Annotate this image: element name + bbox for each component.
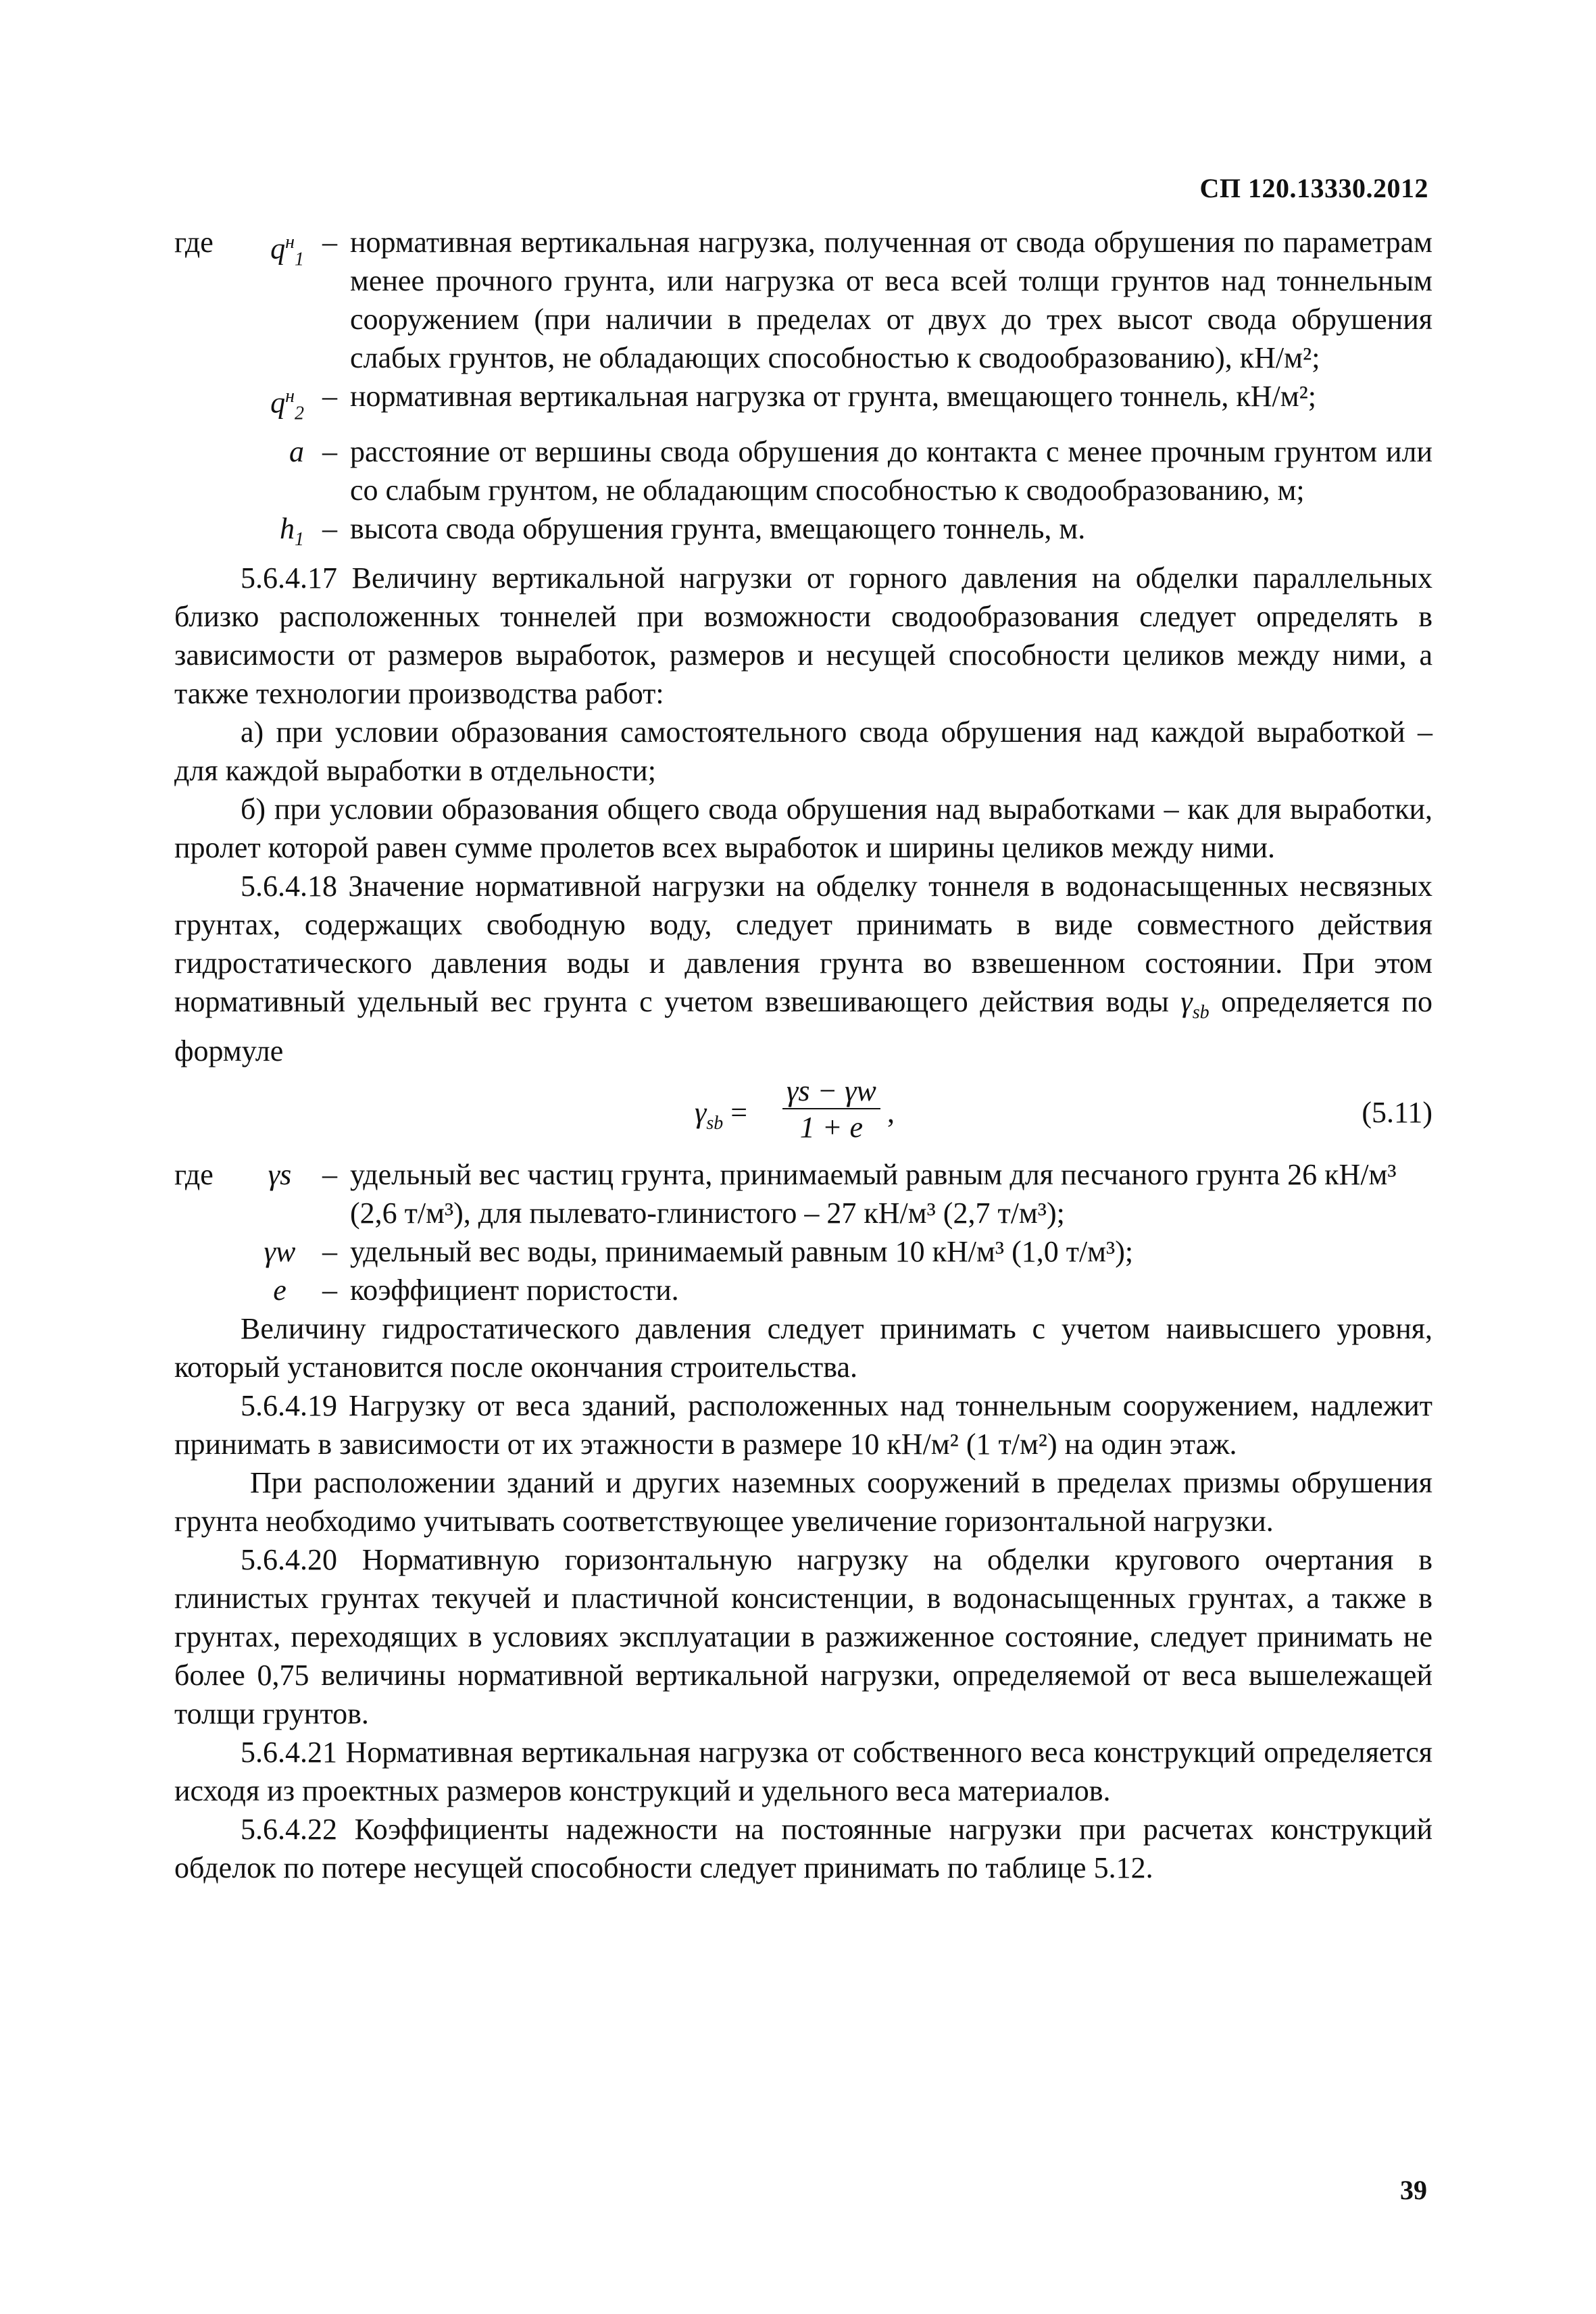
formula-number: (5.11) bbox=[1362, 1096, 1432, 1130]
formula-comma: , bbox=[887, 1096, 895, 1130]
page-number: 39 bbox=[1400, 2175, 1427, 2205]
definition-text: коэффициент пористости. bbox=[350, 1274, 679, 1307]
paragraph-5-6-4-19: 5.6.4.19 Нагрузку от веса зданий, расположенных над тоннельным сооружением, надлежит принимать в зависимости от их этажности в размере 10 кН/м² (1 т/м²) на один этаж. bbox=[174, 1389, 1432, 1461]
definition-dash: – bbox=[322, 226, 337, 259]
paragraph-hydrostatic: Величину гидростатического давления следует принимать с учетом наивысшего уровня, который установится после окончания строительства. bbox=[174, 1312, 1432, 1384]
formula-denominator: 1 + e bbox=[799, 1111, 864, 1145]
symbol-q2n: $q^н_2$ bbox=[270, 386, 304, 424]
definition-dash: – bbox=[322, 1274, 337, 1307]
paragraph-5-6-4-21: 5.6.4.21 Нормативная вертикальная нагрузка от собственного веса конструкций определяется исходя из проектных размеров конструкций и удельного веса материалов. bbox=[174, 1736, 1432, 1808]
definition-dash: – bbox=[322, 1158, 337, 1192]
symbol-gamma-w: γw bbox=[264, 1235, 296, 1269]
list-item-b: б) при условии образования общего свода обрушения над выработками – как для выработки, пролет которой равен сумме пролетов всех выработок и ширины целиков между ними. bbox=[174, 793, 1432, 865]
page-content bbox=[174, 223, 1432, 1887]
definition-dash: – bbox=[322, 1235, 337, 1269]
definitions-intro: где bbox=[174, 1158, 214, 1192]
paragraph-5-6-4-17: 5.6.4.17 Величину вертикальной нагрузки от горного давления на обделки параллельных близко расположенных тоннелей при возможности сводообразования следует определять в зависимости от размеров выработок, размеров и несущей способности целиков между ними, а также технологии производства работ: bbox=[174, 561, 1432, 711]
definition-text: удельный вес частиц грунта, принимаемый равным для песчаного грунта 26 кН/м³ (2,6 т/м³), для пылевато-глинистого – 27 кН/м³ (2,7 т/м³); bbox=[350, 1158, 1397, 1230]
definitions-intro: где bbox=[174, 226, 214, 259]
definition-dash: – bbox=[322, 380, 337, 413]
definition-text: высота свода обрушения грунта, вмещающего тоннель, м. bbox=[350, 512, 1086, 546]
document-code: СП 120.13330.2012 bbox=[1199, 173, 1428, 203]
paragraph-5-6-4-22: 5.6.4.22 Коэффициенты надежности на постоянные нагрузки при расчетах конструкций обделок по потере несущей способности следует принимать по таблице 5.12. bbox=[174, 1813, 1432, 1885]
paragraph-buildings: При расположении зданий и других наземных сооружений в пределах призмы обрушения грунта необходимо учитывать соответствующее увеличение горизонтальной нагрузки. bbox=[174, 1466, 1432, 1538]
formula-fraction bbox=[782, 1074, 880, 1146]
paragraph-5-6-4-20: 5.6.4.20 Нормативную горизонтальную нагрузку на обделки кругового очертания в глинистых грунтах текучей и пластичной консистенции, в водонасыщенных грунтах, а также в грунтах, переходящих в условиях эксплуатации в разжиженное состояние, следует принимать не более 0,75 величины нормативной вертикальной нагрузки, определяемой от веса вышележащей толщи грунтов. bbox=[174, 1543, 1432, 1731]
symbol-a: a bbox=[289, 435, 304, 469]
formula-lhs: $\gamma_{sb}$ = bbox=[695, 1096, 748, 1134]
paragraph-5-6-4-18: 5.6.4.18 Значение нормативной нагрузки на обделку тоннеля в водонасыщенных несвязных грунтах, содержащих свободную воду, следует принимать в виде совместного действия гидростатического давления воды и давления грунта во взвешенном состоянии. При этом нормативный удельный вес грунта с учетом взвешивающего действия воды $\gamma_{sb}$ определяется по формуле bbox=[174, 870, 1432, 1068]
definition-dash: – bbox=[322, 435, 337, 469]
definitions-list-1 bbox=[174, 223, 1432, 559]
symbol-gamma-s: γs bbox=[268, 1158, 292, 1192]
formula-5-11 bbox=[174, 1074, 1432, 1155]
formula-numerator: γs − γw bbox=[782, 1074, 880, 1109]
symbol-e: e bbox=[273, 1274, 286, 1307]
definitions-list-2 bbox=[174, 1155, 1432, 1309]
definition-text: нормативная вертикальная нагрузка от грунта, вмещающего тоннель, кН/м²; bbox=[350, 380, 1316, 413]
definition-text: нормативная вертикальная нагрузка, полученная от свода обрушения по параметрам менее прочного грунта, или нагрузка от веса всей толщи грунтов над тоннельным сооружением (при наличии в пределах от двух до трех высот свода обрушения слабых грунтов, не обладающих способностью к сводообразованию), кН/м²; bbox=[350, 226, 1432, 374]
symbol-h1: $h_1$ bbox=[280, 512, 304, 551]
list-item-a: а) при условии образования самостоятельного свода обрушения над каждой выработкой – для каждой выработки в отдельности; bbox=[174, 715, 1432, 788]
definition-text: расстояние от вершины свода обрушения до контакта с менее прочным грунтом или со слабым грунтом, не обладающим способностью к сводообразованию, м; bbox=[350, 435, 1432, 507]
definition-text: удельный вес воды, принимаемый равным 10 кН/м³ (1,0 т/м³); bbox=[350, 1235, 1134, 1269]
definition-dash: – bbox=[322, 512, 337, 546]
symbol-q1n: $q^н_1$ bbox=[270, 232, 304, 270]
